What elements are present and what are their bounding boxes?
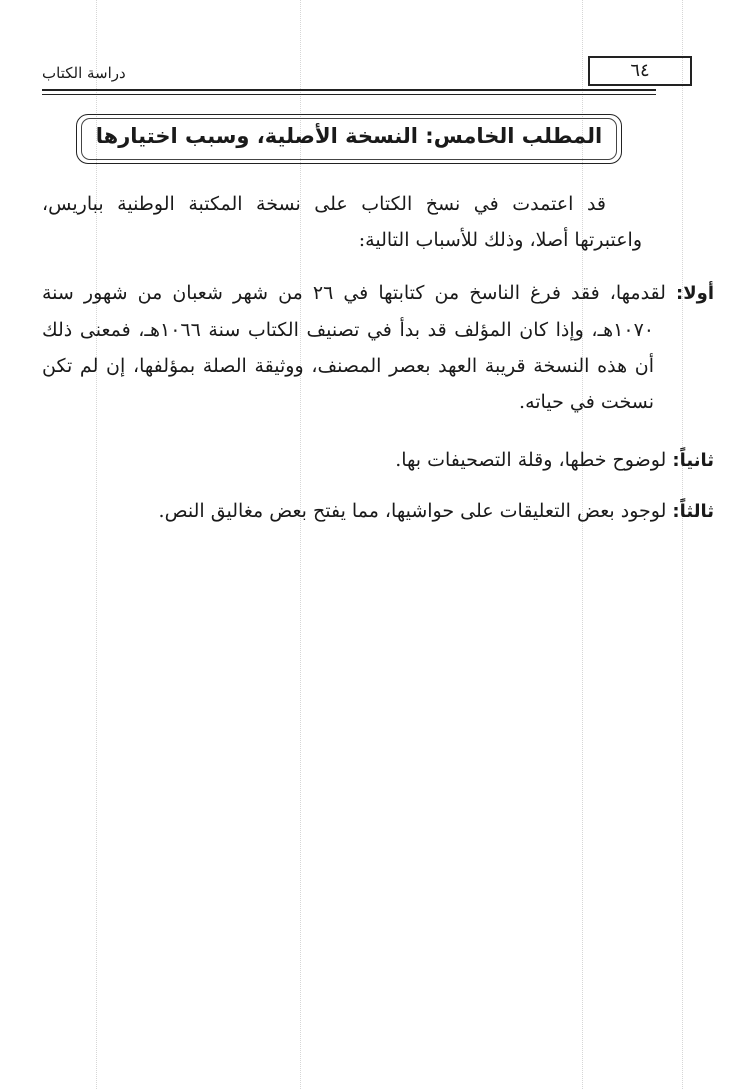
page-number: ٦٤ bbox=[588, 56, 692, 86]
reason-label: ثالثاً: bbox=[672, 501, 714, 522]
page-header bbox=[42, 54, 656, 94]
section-title: المطلب الخامس: النسخة الأصلية، وسبب اختيارها bbox=[95, 124, 603, 148]
section-heading-box bbox=[76, 114, 622, 164]
header-rule bbox=[42, 89, 656, 91]
reason-text: لوضوح خطها، وقلة التصحيفات بها. bbox=[395, 449, 667, 471]
intro-paragraph: قد اعتمدت في نسخ الكتاب على نسخة المكتبة الوطنية بباريس، واعتبرتها أصلا، وذلك للأسباب التالية: bbox=[42, 193, 642, 251]
reason-text: لوجود بعض التعليقات على حواشيها، مما يفتح بعض مغاليق النص. bbox=[158, 500, 667, 522]
reason-label: ثانياً: bbox=[672, 450, 714, 471]
reason-text: لقدمها، فقد فرغ الناسخ من كتابتها في ٢٦ من شهر شعبان من شهور سنة ١٠٧٠هـ، وإذا كان المؤلف قد بدأ في تصنيف الكتاب سنة ١٠٦٦هـ، فمعنى ذلك أن هذه النسخة قريبة العهد بعصر المصنف، ووثيقة الصلة بمؤلفها، إن لم تكن نسخت في حياته. bbox=[42, 282, 666, 413]
reason-third bbox=[42, 493, 714, 530]
reason-label: أولا: bbox=[676, 283, 714, 304]
header-rule-thin bbox=[42, 94, 656, 95]
reason-second bbox=[42, 442, 714, 479]
running-title: دراسة الكتاب bbox=[42, 64, 126, 82]
scan-artifact-line bbox=[682, 0, 683, 1089]
reason-first bbox=[42, 275, 714, 420]
